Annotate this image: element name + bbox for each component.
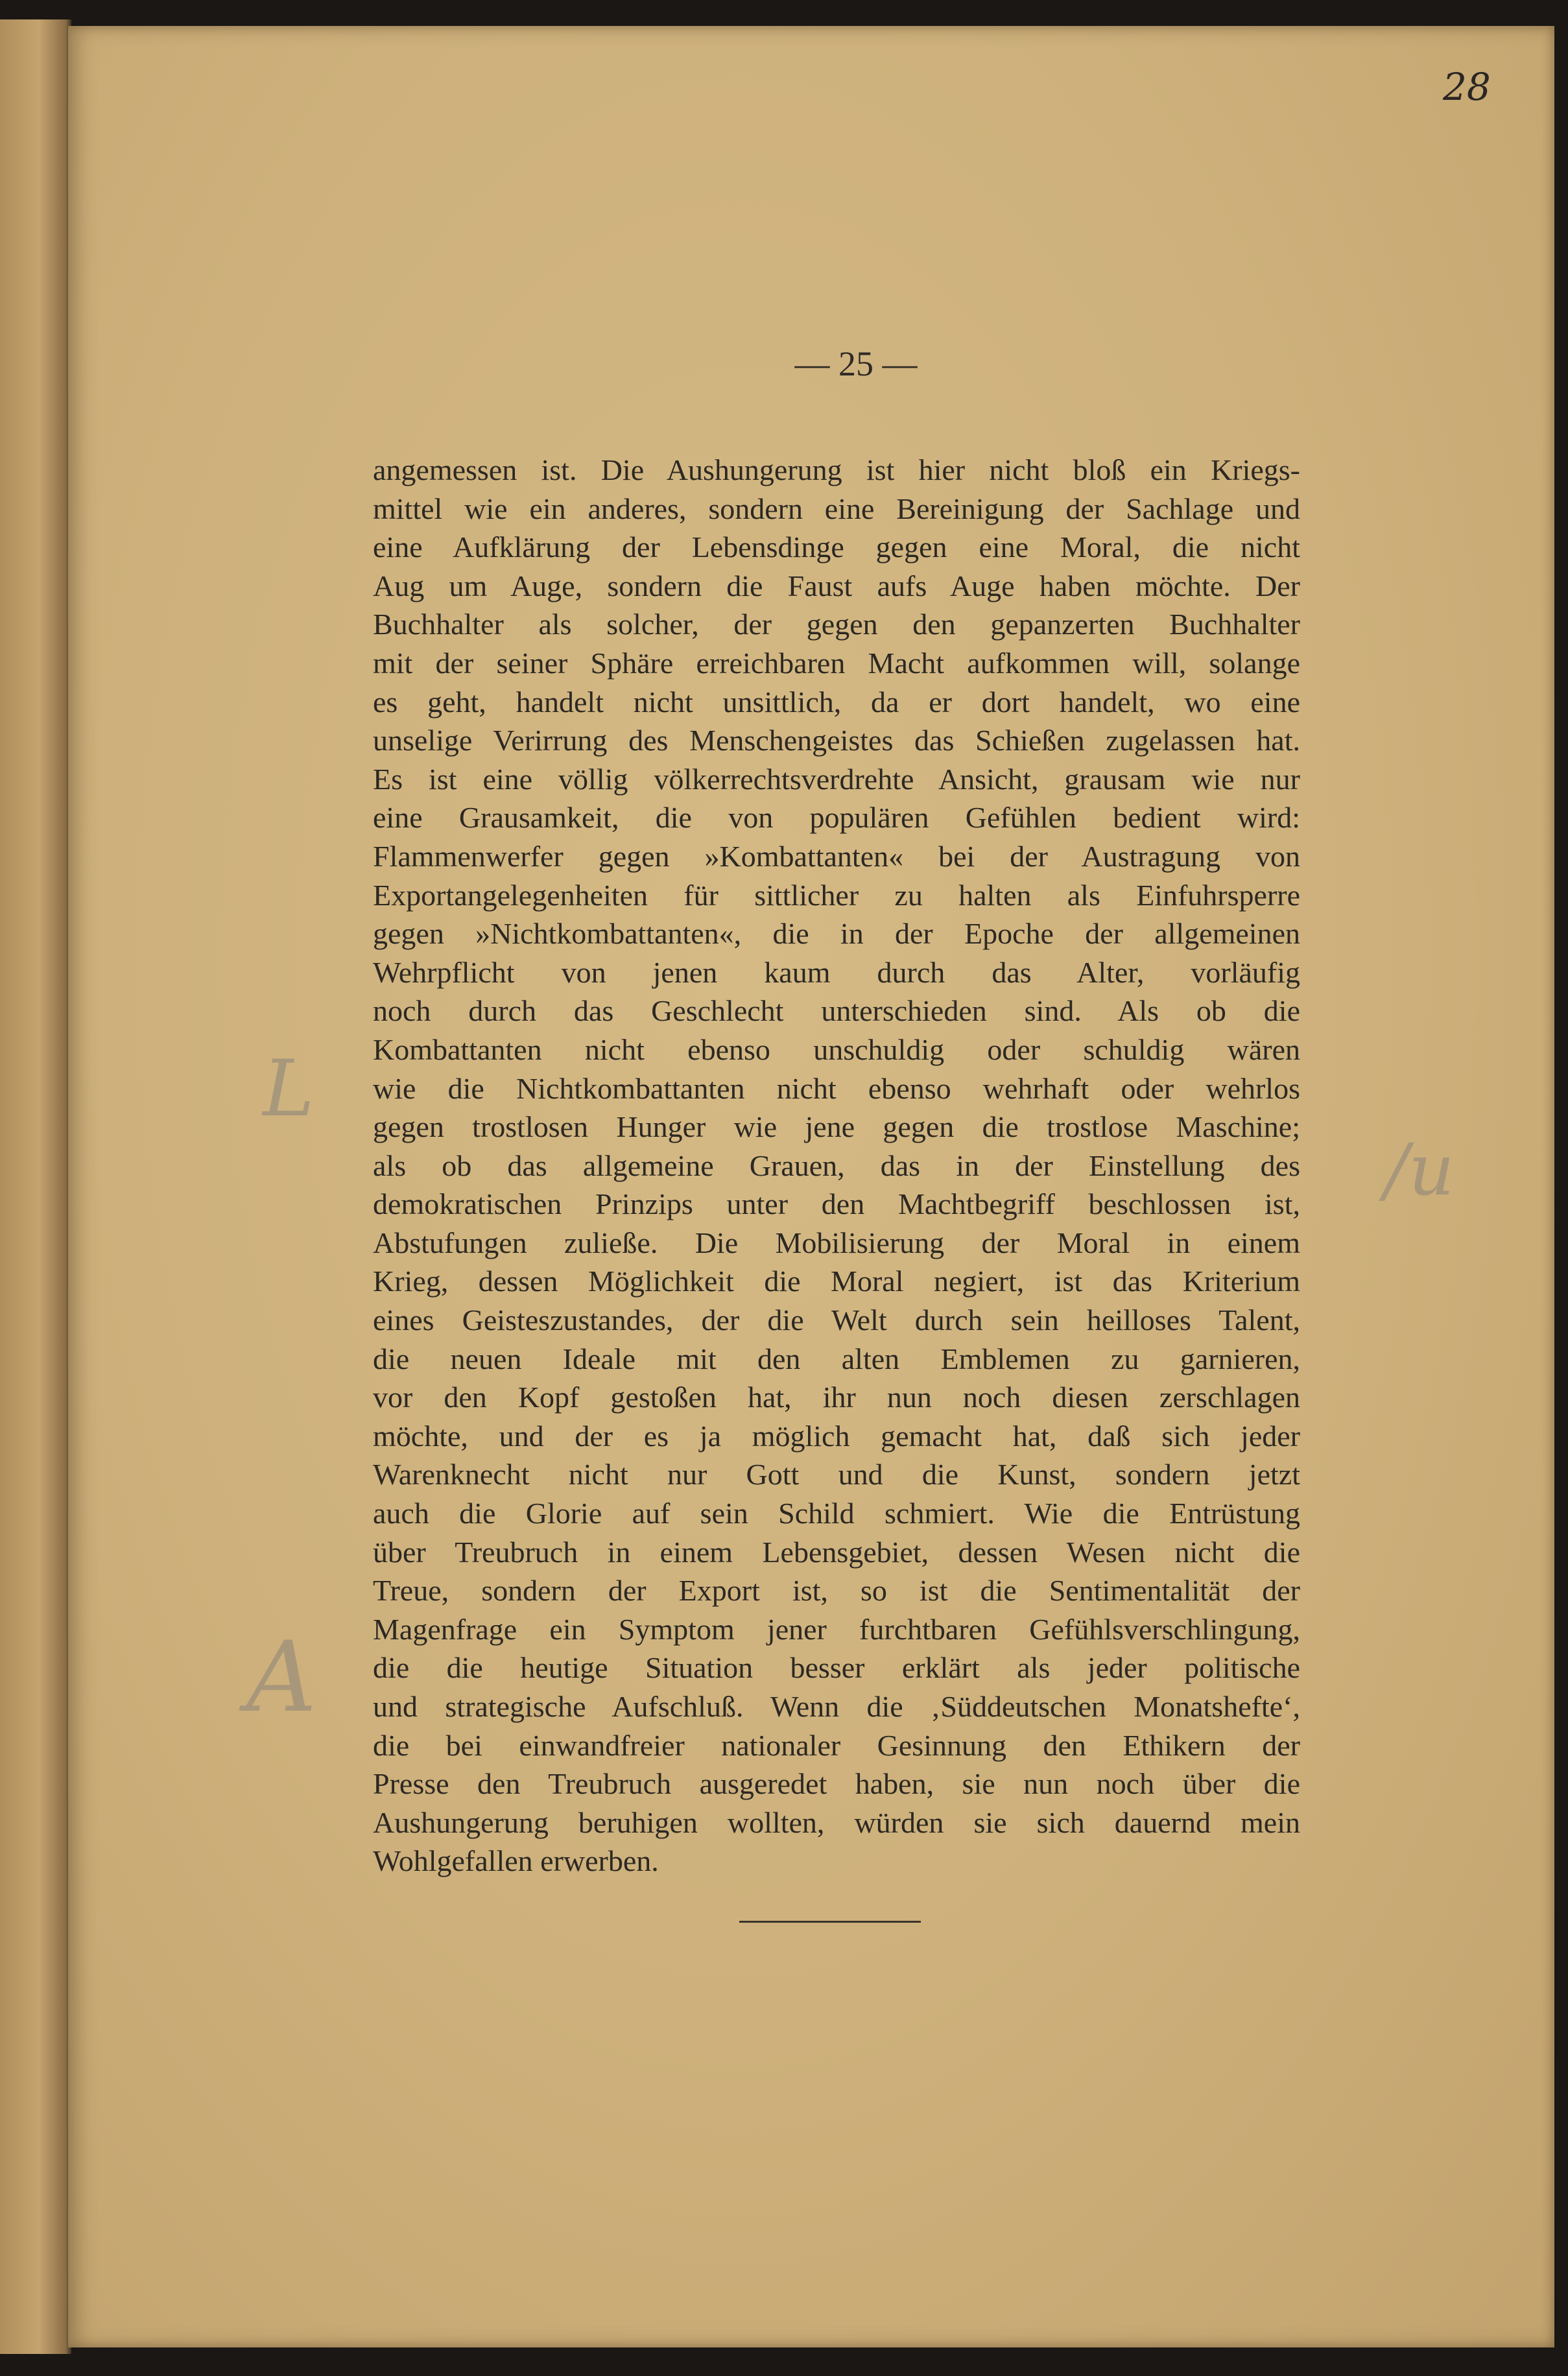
text-line: über Treubruch in einem Lebensgebiet, dessen Wesen nicht die bbox=[373, 1535, 1300, 1569]
text-line: auch die Glorie auf sein Schild schmiert. Wie die Entrüstung bbox=[373, 1497, 1300, 1530]
text-line: Treue, sondern der Export ist, so ist die Sentimentalität der bbox=[373, 1574, 1300, 1608]
text-line: Krieg, dessen Möglichkeit die Moral negiert, ist das Kriterium bbox=[373, 1265, 1300, 1298]
text-line: Aushungerung beruhigen wollten, würden sie sich dauernd mein bbox=[373, 1805, 1300, 1839]
text-line: angemessen ist. Die Aushungerung ist hier nicht bloß ein Kriegs- bbox=[373, 453, 1300, 486]
text-line: die bei einwandfreier nationaler Gesinnung den Ethikern der bbox=[373, 1728, 1300, 1762]
text-line: Presse den Treubruch ausgeredet haben, sie nun noch über die bbox=[373, 1767, 1300, 1801]
text-line: Exportangelegenheiten für sittlicher zu halten als Einfuhrsperre bbox=[373, 878, 1300, 912]
text-line: vor den Kopf gestoßen hat, ihr nun noch diesen zerschlagen bbox=[373, 1381, 1300, 1414]
text-line: Abstufungen zuließe. Die Mobilisierung der Moral in einem bbox=[373, 1226, 1300, 1259]
text-line: Warenknecht nicht nur Gott und die Kunst, sondern jetzt bbox=[373, 1458, 1300, 1491]
margin-mark-left-upper: L bbox=[263, 1044, 315, 1134]
margin-mark-right: /u bbox=[1384, 1128, 1455, 1211]
page-number: — 25 — bbox=[794, 344, 918, 383]
text-line: gegen trostlosen Hunger wie jene gegen die trostlose Maschine; bbox=[373, 1110, 1300, 1144]
text-line: Flammenwerfer gegen »Kombattanten« bei der Austragung von bbox=[373, 839, 1300, 873]
previous-page-edge bbox=[0, 19, 71, 2354]
text-line: Kombattanten nicht ebenso unschuldig oder schuldig wären bbox=[373, 1032, 1300, 1066]
text-line: als ob das allgemeine Grauen, das in der Einstellung des bbox=[373, 1148, 1300, 1182]
text-line: Es ist eine völlig völkerrechtsverdrehte Ansicht, grausam wie nur bbox=[373, 762, 1300, 796]
text-line: möchte, und der es ja möglich gemacht hat, daß sich jeder bbox=[373, 1419, 1300, 1453]
text-line: unselige Verirrung des Menschengeistes das Schießen zugelassen hat. bbox=[373, 724, 1300, 757]
folio-number: 28 bbox=[1443, 65, 1491, 109]
text-line: mittel wie ein anderes, sondern eine Bereinigung der Sachlage und bbox=[373, 492, 1300, 525]
text-line: und strategische Aufschluß. Wenn die ‚Süddeutschen Monatshefte‘, bbox=[373, 1690, 1300, 1723]
text-line-last: Wohlgefallen erwerben. bbox=[373, 1844, 659, 1878]
text-line: es geht, handelt nicht unsittlich, da er dort handelt, wo eine bbox=[373, 685, 1300, 719]
text-line: wie die Nichtkombattanten nicht ebenso wehrhaft oder wehrlos bbox=[373, 1071, 1300, 1105]
text-line: eines Geisteszustandes, der die Welt durch sein heilloses Talent, bbox=[373, 1303, 1300, 1337]
end-rule bbox=[739, 1921, 921, 1923]
text-line: die die heutige Situation besser erklärt als jeder politische bbox=[373, 1651, 1300, 1685]
text-line: demokratischen Prinzips unter den Machtbegriff beschlossen ist, bbox=[373, 1187, 1300, 1221]
text-line: eine Grausamkeit, die von populären Gefühlen bedient wird: bbox=[373, 801, 1300, 835]
margin-mark-left-lower: A bbox=[246, 1621, 317, 1734]
text-line: Magenfrage ein Symptom jener furchtbaren Gefühlsverschlingung, bbox=[373, 1612, 1300, 1646]
text-line: gegen »Nichtkombattanten«, die in der Epoche der allgemeinen bbox=[373, 917, 1300, 951]
text-line: Aug um Auge, sondern die Faust aufs Auge haben möchte. Der bbox=[373, 569, 1300, 602]
text-line: mit der seiner Sphäre erreichbaren Macht aufkommen will, solange bbox=[373, 646, 1300, 680]
body-text bbox=[373, 451, 1300, 1881]
text-line: die neuen Ideale mit den alten Emblemen zu garnieren, bbox=[373, 1342, 1300, 1375]
text-line: Wehrpflicht von jenen kaum durch das Alter, vorläufig bbox=[373, 955, 1300, 989]
text-line: noch durch das Geschlecht unterschieden sind. Als ob die bbox=[373, 994, 1300, 1028]
text-line: Buchhalter als solcher, der gegen den gepanzerten Buchhalter bbox=[373, 608, 1300, 641]
text-line: eine Aufklärung der Lebensdinge gegen eine Moral, die nicht bbox=[373, 530, 1300, 564]
